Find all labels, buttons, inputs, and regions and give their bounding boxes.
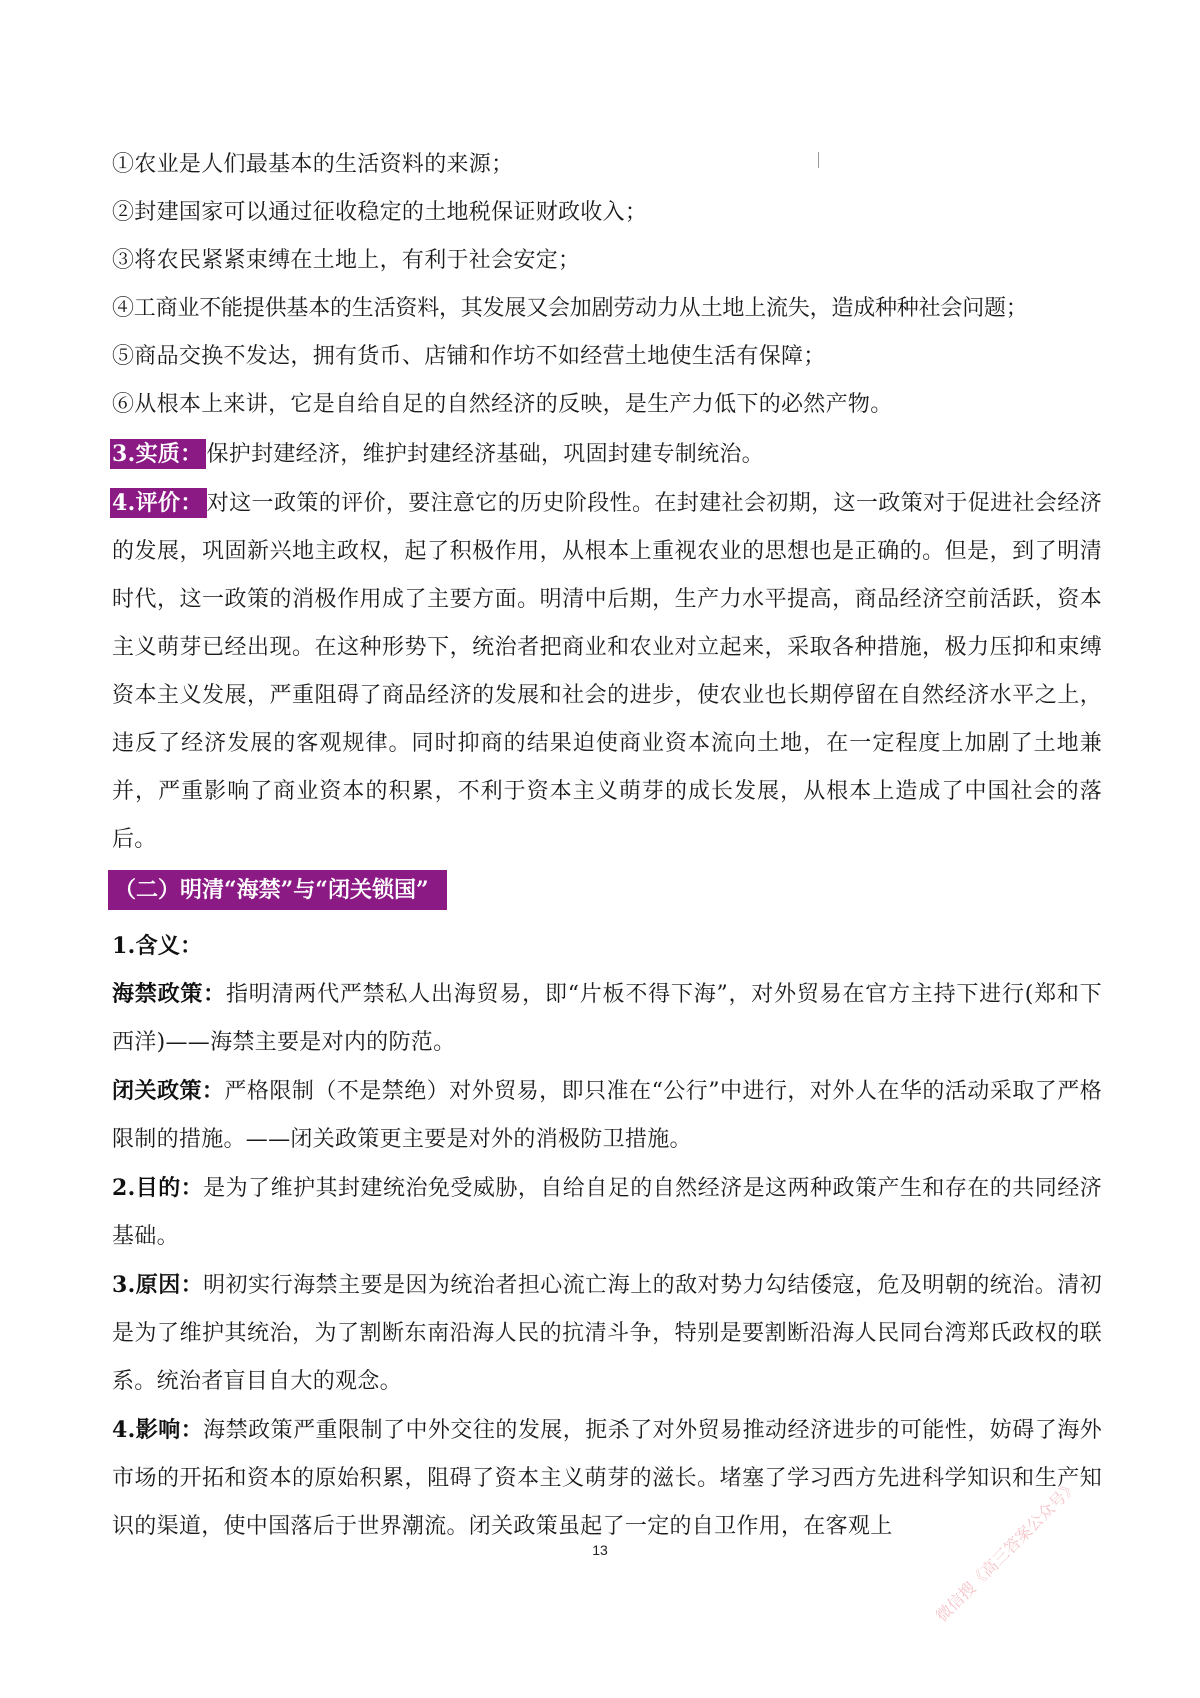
- essence-label: 3.实质：: [110, 439, 206, 469]
- impact-label: 4.影响：: [112, 1417, 204, 1443]
- list-item: ⑤商品交换不发达，拥有货币、店铺和作坊不如经营土地使生活有保障；: [112, 344, 826, 369]
- list-item: ④工商业不能提供基本的生活资料，其发展又会加剧劳动力从土地上流失，造成种种社会问题；: [112, 296, 1028, 321]
- impact-paragraph: [112, 1406, 1102, 1551]
- evaluation-text: 对这一政策的评价，要注意它的历史阶段性。在封建社会初期，这一政策对于促进社会经济的发展，巩固新兴地主政权，起了积极作用，从根本上重视农业的思想也是正确的。但是，到了明清时代，这一政策的消极作用成了主要方面。明清中后期，生产力水平提高，商品经济空前活跃，资本主义萌芽已经出现。在这种形势下，统治者把商业和农业对立起来，采取各种措施，极力压抑和束缚资本主义发展，严重阻碍了商品经济的发展和社会的进步，使农业也长期停留在自然经济水平之上，违反了经济发展的客观规律。同时抑商的结果迫使商业资本流向土地，在一定程度上加剧了土地兼并，严重影响了商业资本的积累，不利于资本主义萌芽的成长发展，从根本上造成了中国社会的落后。: [112, 491, 1102, 852]
- list-item: ⑥从根本上来讲，它是自给自足的自然经济的反映，是生产力低下的必然产物。: [112, 392, 893, 417]
- document-body: [112, 148, 1102, 1551]
- purpose-text: 是为了维护其封建统治免受威胁，自给自足的自然经济是这两种政策产生和存在的共同经济基础。: [112, 1176, 1102, 1249]
- impact-text: 海禁政策严重限制了中外交往的发展，扼杀了对外贸易推动经济进步的可能性，妨碍了海外市场的开拓和资本的原始积累，阻碍了资本主义萌芽的滋长。堵塞了学习西方先进科学知识和生产知识的渠道，使中国落后于世界潮流。闭关政策虽起了一定的自卫作用，在客观上: [112, 1418, 1102, 1539]
- biguan-label: 闭关政策：: [112, 1078, 225, 1104]
- list-item: ③将农民紧紧束缚在土地上，有利于社会安定；: [112, 248, 581, 273]
- haijin-label: 海禁政策：: [112, 981, 226, 1007]
- watermark: 微信搜《高三答案公众号》: [932, 1476, 1082, 1626]
- biguan-text: 严格限制（不是禁绝）对外贸易，即只准在“公行”中进行，对外人在华的活动采取了严格限制的措施。——闭关政策更主要是对外的消极防卫措施。: [112, 1079, 1102, 1152]
- reason-label: 3.原因：: [112, 1272, 204, 1298]
- purpose-paragraph: [112, 1164, 1102, 1261]
- meaning-heading: 1.含义：: [112, 933, 203, 959]
- list-item: ②封建国家可以通过征收稳定的土地税保证财政收入；: [112, 200, 648, 225]
- page-number: 13: [592, 1542, 608, 1558]
- essence-paragraph: [112, 430, 1102, 479]
- biguan-paragraph: [112, 1067, 1102, 1164]
- essence-text: 保护封建经济，维护封建经济基础，巩固封建专制统治。: [206, 442, 764, 467]
- purpose-label: 2.目的：: [112, 1175, 204, 1201]
- haijin-paragraph: [112, 970, 1102, 1067]
- evaluation-paragraph: [112, 479, 1102, 864]
- reason-text: 明初实行海禁主要是因为统治者担心流亡海上的敌对势力勾结倭寇，危及明朝的统治。清初是为了维护其统治，为了割断东南沿海人民的抗清斗争，特别是要割断沿海人民同台湾郑氏政权的联系。统治者盲目自大的观念。: [112, 1273, 1102, 1394]
- reason-paragraph: [112, 1261, 1102, 1406]
- list-item: ①农业是人们最基本的生活资料的来源；: [112, 152, 514, 177]
- evaluation-label: 4.评价：: [110, 488, 207, 518]
- section-heading: （二）明清“海禁”与“闭关锁国”: [108, 870, 447, 910]
- haijin-text: 指明清两代严禁私人出海贸易，即“片板不得下海”，对外贸易在官方主持下进行(郑和下西洋)——海禁主要是对内的防范。: [112, 982, 1102, 1055]
